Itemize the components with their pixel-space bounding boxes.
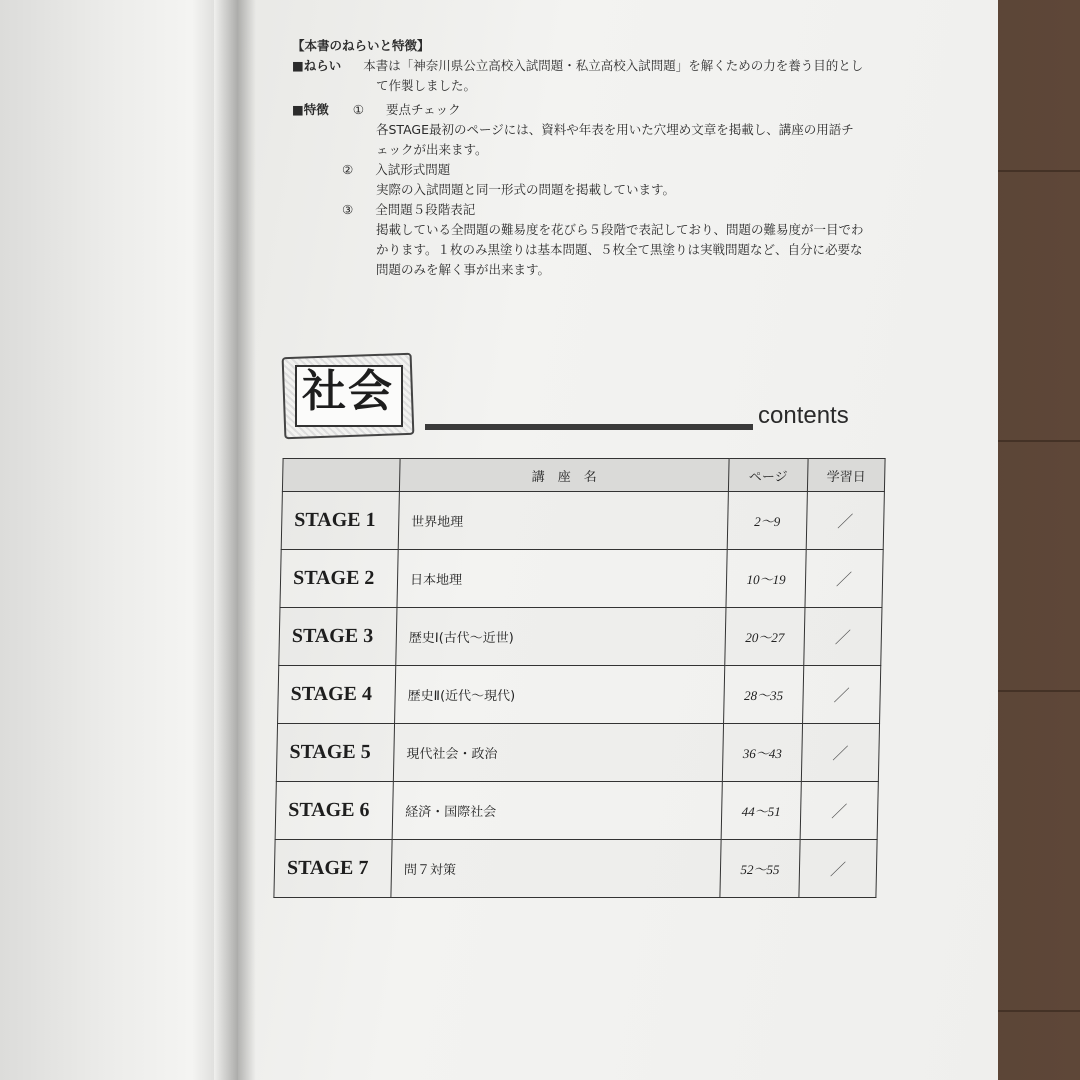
aim-row [292,56,892,76]
header-date: 学習日 [807,459,885,492]
aim-text: 本書は「神奈川県公立高校入試問題・私立高校入試問題」を解くための力を養う目的とし [363,58,864,73]
feature-3-title: 全問題５段階表記 [375,202,476,217]
study-date: ／ [799,840,877,898]
page-range: 36～43 [722,724,802,782]
header-course: 講 座 名 [399,459,729,492]
page-range: 2～9 [727,492,807,550]
aim-label: ■ねらい [292,58,342,73]
course-name: 歴史Ⅱ(近代～現代) [395,666,725,724]
study-date: ／ [800,782,878,840]
feature-1-line-1: 各STAGE最初のページには、資料や年表を用いた穴埋め文章を掲載し、講座の用語チ [376,122,854,137]
study-date: ／ [803,666,881,724]
contents-table [273,458,885,898]
feature-1-title: 要点チェック [385,102,461,117]
feature-3-row [292,200,892,220]
stage-label: STAGE 3 [279,608,397,666]
subject-title-box [283,355,413,437]
table-header-row [282,459,885,492]
intro-heading: 【本書のねらいと特徴】 [292,38,430,53]
table-row [279,608,882,666]
feature-1-line-2: ェックが出来ます。 [376,142,488,157]
table-row [278,666,881,724]
feature-2-row [292,160,892,180]
feature-3-line-1: 掲載している全問題の難易度を花びら５段階で表記しており、問題の難易度が一目でわ [376,222,864,237]
left-page [0,0,240,1080]
subject-title: 社会 [302,366,394,417]
aim-text-continued: て作製しました。 [376,78,477,93]
table-row [281,492,884,550]
features-label: ■特徴 [292,102,329,117]
feature-2-title: 入試形式問題 [375,162,451,177]
stage-label: STAGE 4 [278,666,396,724]
page-range: 52～55 [720,840,800,898]
page-range: 10～19 [726,550,806,608]
feature-3-line-2: かります。１枚のみ黒塗りは基本問題、５枚全て黒塗りは実戦問題など、自分に必要な [376,242,863,257]
table-row [274,840,877,898]
feature-1-number: ① [352,102,364,117]
contents-rule [425,424,753,430]
table-row [280,550,883,608]
stage-label: STAGE 7 [274,840,392,898]
header-stage [282,459,400,492]
intro-section [292,36,892,280]
study-date: ／ [801,724,879,782]
page-range: 44～51 [721,782,801,840]
stage-label: STAGE 1 [281,492,399,550]
stage-label: STAGE 6 [275,782,393,840]
page-range: 28～35 [724,666,804,724]
page-gutter-shadow [238,0,256,1080]
stage-label: STAGE 5 [276,724,394,782]
feature-2-line-1: 実際の入試問題と同一形式の問題を掲載しています。 [376,182,676,197]
course-name: 歴史Ⅰ(古代～近世) [396,608,726,666]
course-name: 経済・国際社会 [392,782,722,840]
study-date: ／ [804,608,882,666]
page-range: 20～27 [725,608,805,666]
course-name: 問７対策 [391,840,721,898]
study-date: ／ [806,492,884,550]
course-name: 日本地理 [397,550,727,608]
feature-3-number: ③ [342,202,354,217]
table-row [275,782,878,840]
feature-3-line-3: 問題のみを解く事が出来ます。 [376,262,551,277]
header-page: ページ [728,459,808,492]
feature-2-number: ② [342,162,354,177]
contents-label: contents [758,402,849,429]
stage-label: STAGE 2 [280,550,398,608]
feature-1-row [292,100,892,120]
course-name: 世界地理 [398,492,728,550]
study-date: ／ [805,550,883,608]
course-name: 現代社会・政治 [393,724,723,782]
table-row [276,724,879,782]
